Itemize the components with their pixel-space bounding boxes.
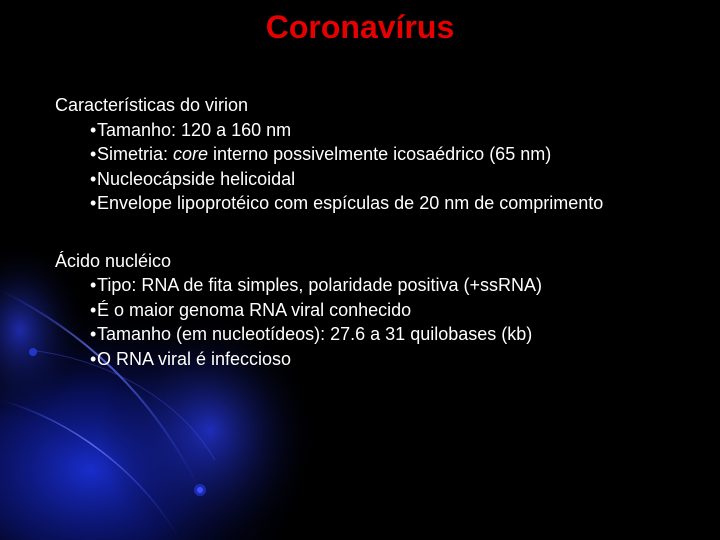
- list-item: [90, 347, 695, 372]
- slide-title: Coronavírus: [265, 9, 455, 45]
- bullet-marker: •: [90, 324, 97, 344]
- list-item: [90, 191, 695, 216]
- list-item: [90, 167, 695, 192]
- bullet-marker: •: [90, 348, 97, 369]
- item-text: Tamanho: 120 a 160 nm: [97, 119, 292, 140]
- list-item: [90, 298, 695, 323]
- item-text: Tipo: RNA de fita simples, polaridade positiva (+ssRNA): [97, 275, 543, 295]
- section-heading: Ácido nucléico: [55, 250, 172, 271]
- bullet-list: [55, 118, 695, 216]
- item-text: O RNA viral é infeccioso: [97, 348, 292, 369]
- item-text: Nucleocápside helicoidal: [97, 168, 296, 189]
- section-spacer: [55, 216, 695, 249]
- list-item: [90, 118, 695, 143]
- bullet-marker: •: [90, 119, 97, 140]
- list-item: [90, 322, 695, 347]
- slide-content: [55, 93, 695, 371]
- item-text-suffix: interno possivelmente icosaédrico (65 nm): [208, 144, 552, 164]
- bullet-marker: •: [90, 275, 97, 295]
- item-text: Tamanho (em nucleotídeos): 27.6 a 31 quilobases (kb): [97, 324, 533, 344]
- list-item: [90, 142, 695, 167]
- bullet-marker: •: [90, 144, 97, 164]
- item-text: É o maior genoma RNA viral conhecido: [97, 299, 412, 320]
- bullet-marker: •: [90, 299, 97, 320]
- bullet-list: [55, 273, 695, 371]
- section-virion: [55, 93, 695, 216]
- section-heading: Características do virion: [55, 95, 249, 115]
- item-emphasis: core: [173, 144, 209, 164]
- item-text: Envelope lipoprotéico com espículas de 20 nm de comprimento: [97, 193, 604, 213]
- list-item: [90, 273, 695, 298]
- bullet-marker: •: [90, 168, 97, 189]
- section-nucleic-acid: [55, 249, 695, 372]
- bullet-marker: •: [90, 193, 97, 213]
- item-text: Simetria:: [97, 144, 174, 164]
